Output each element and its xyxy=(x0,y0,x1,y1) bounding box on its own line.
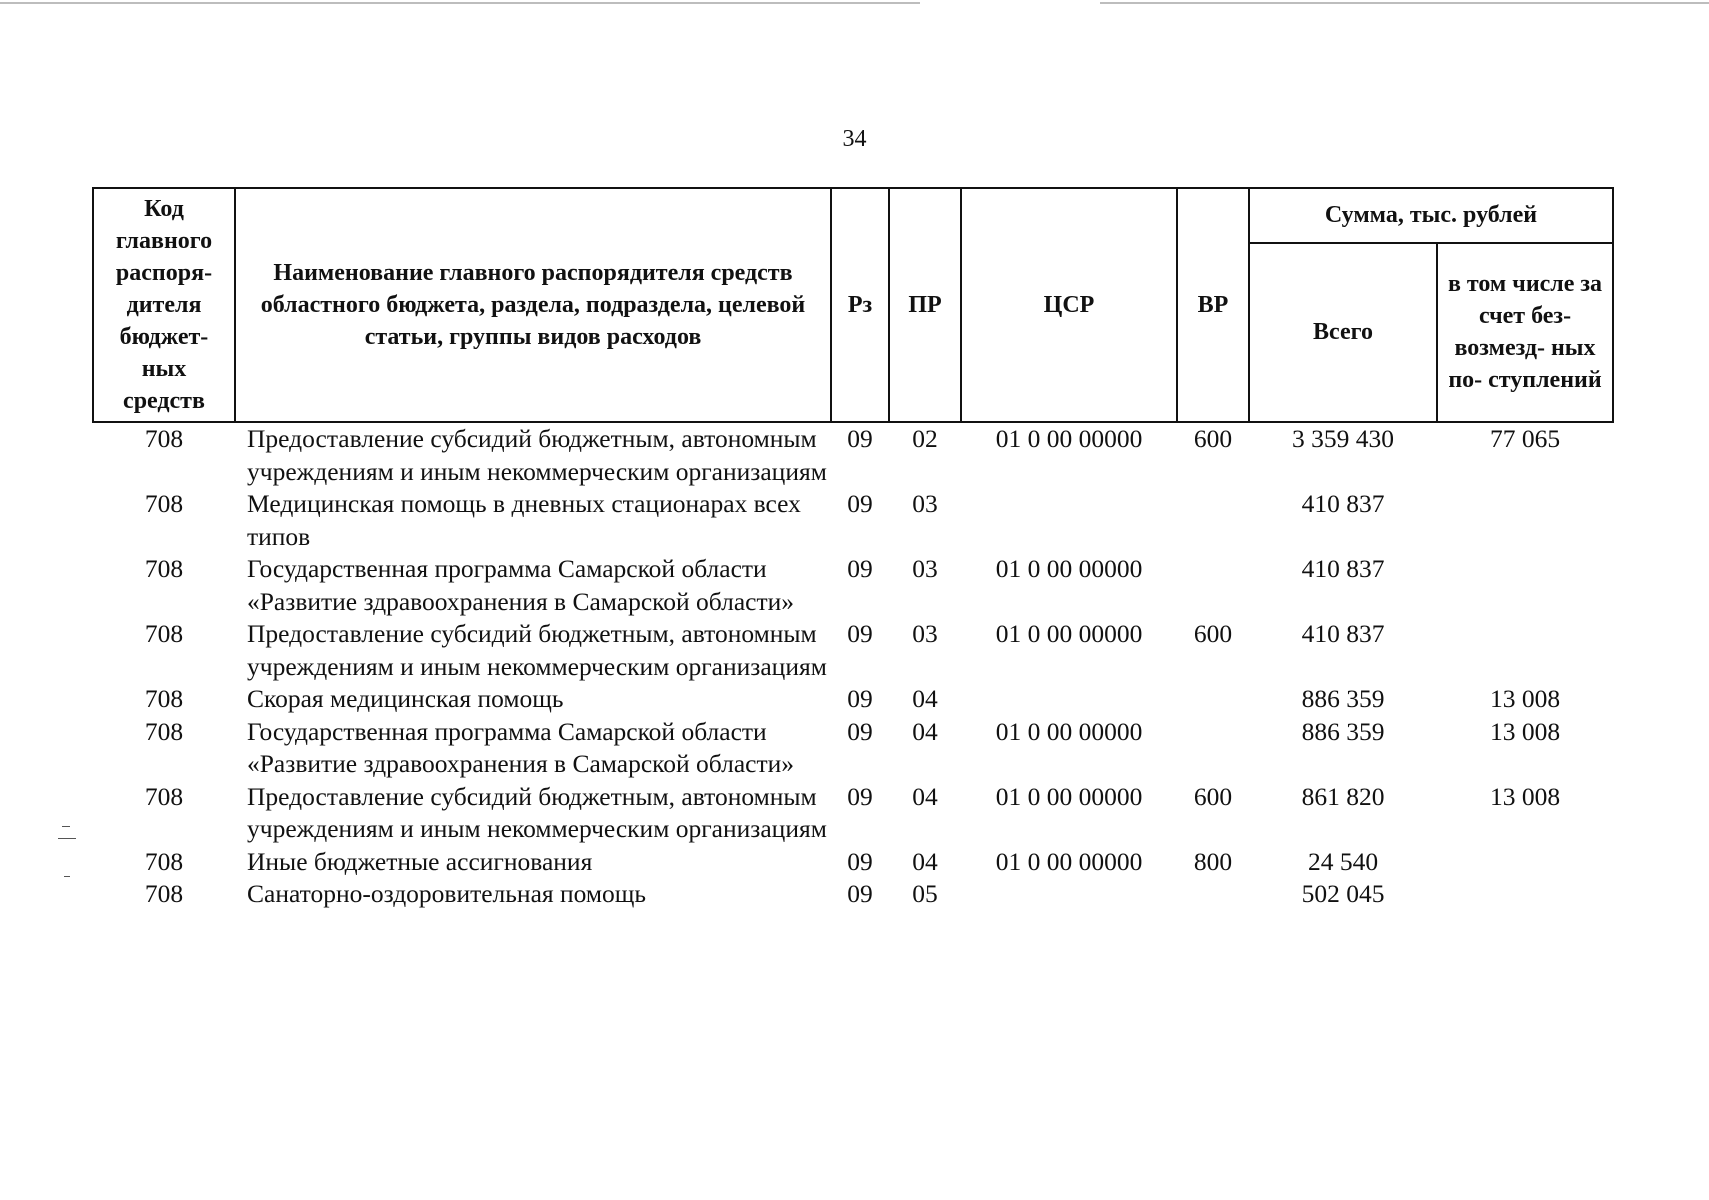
cell-csr xyxy=(961,878,1177,911)
table-row xyxy=(93,846,1613,879)
header-vr: ВР xyxy=(1177,188,1249,422)
header-code: Код главного распоря- дителя бюджет- ных средств xyxy=(93,188,235,422)
cell-csr: 01 0 00 00000 xyxy=(995,716,1143,746)
cell-csr: 01 0 00 00000 xyxy=(995,619,1143,648)
scan-speck xyxy=(64,876,70,877)
table-row xyxy=(93,781,1613,846)
table-row xyxy=(93,618,1613,683)
cell-total: 24 540 xyxy=(1307,846,1379,876)
cell-code: 708 xyxy=(144,619,184,648)
cell-rz: 09 xyxy=(847,879,873,908)
cell-vr: 800 xyxy=(1193,846,1233,876)
cell-vr: 600 xyxy=(1193,424,1233,453)
cell-vr: 600 xyxy=(1193,781,1233,811)
cell-vr: 600 xyxy=(1193,619,1233,648)
cell-pr: 05 xyxy=(912,879,938,908)
cell-rz: 09 xyxy=(847,554,873,583)
cell-grant: 13 008 xyxy=(1489,684,1561,713)
cell-pr: 03 xyxy=(912,554,938,583)
cell-grant: 13 008 xyxy=(1489,781,1561,811)
cell-rz: 09 xyxy=(847,424,873,453)
cell-total: 886 359 xyxy=(1301,716,1385,746)
cell-grant xyxy=(1437,618,1613,683)
cell-pr: 04 xyxy=(912,716,938,746)
table-row xyxy=(93,553,1613,618)
cell-total: 886 359 xyxy=(1301,684,1385,713)
header-grant: в том числе за счет без- возмезд- ных по- ступлений xyxy=(1437,243,1613,422)
cell-grant: 13 008 xyxy=(1489,716,1561,746)
cell-grant: 77 065 xyxy=(1489,424,1561,453)
table-row xyxy=(93,488,1613,553)
cell-code: 708 xyxy=(144,554,184,583)
cell-name: Государственная программа Самарской области «Развитие здравоохранения в Самарской области» xyxy=(247,716,795,778)
cell-vr xyxy=(1177,488,1249,553)
table-row xyxy=(93,878,1613,911)
cell-name: Государственная программа Самарской области «Развитие здравоохранения в Самарской области» xyxy=(247,554,795,616)
cell-csr: 01 0 00 00000 xyxy=(995,554,1143,583)
cell-rz: 09 xyxy=(847,716,873,746)
scan-speck xyxy=(58,838,76,839)
cell-name: Предоставление субсидий бюджетным, автономным учреждениям и иным некоммерческим организациям xyxy=(247,619,827,681)
table-body xyxy=(93,422,1613,911)
cell-vr xyxy=(1177,553,1249,618)
cell-csr: 01 0 00 00000 xyxy=(995,781,1143,811)
cell-vr xyxy=(1177,716,1249,781)
cell-grant xyxy=(1437,846,1613,879)
table-row xyxy=(93,683,1613,716)
cell-total: 3 359 430 xyxy=(1292,424,1394,453)
cell-vr xyxy=(1177,683,1249,716)
cell-total: 410 837 xyxy=(1301,554,1385,583)
cell-name: Санаторно-оздоровительная помощь xyxy=(247,879,647,908)
header-total: Всего xyxy=(1249,243,1437,422)
cell-csr: 01 0 00 00000 xyxy=(995,424,1143,453)
cell-total: 502 045 xyxy=(1301,879,1385,908)
header-name: Наименование главного распорядителя средств областного бюджета, раздела, подраздела, целевой статьи, группы видов расходов xyxy=(235,188,831,422)
cell-pr: 03 xyxy=(912,619,938,648)
cell-rz: 09 xyxy=(847,846,873,876)
cell-rz: 09 xyxy=(847,619,873,648)
scan-edge-line xyxy=(1100,2,1709,4)
cell-pr: 02 xyxy=(912,424,938,453)
header-pr: ПР xyxy=(889,188,961,422)
table-row xyxy=(93,716,1613,781)
cell-total: 861 820 xyxy=(1301,781,1385,811)
cell-name: Предоставление субсидий бюджетным, автономным учреждениям и иным некоммерческим организациям xyxy=(247,781,827,843)
cell-code: 708 xyxy=(144,716,184,746)
cell-pr: 03 xyxy=(912,489,938,518)
cell-code: 708 xyxy=(144,684,184,713)
cell-vr xyxy=(1177,878,1249,911)
cell-rz: 09 xyxy=(847,684,873,713)
cell-pr: 04 xyxy=(912,684,938,713)
cell-pr: 04 xyxy=(912,846,938,876)
page-number: 34 xyxy=(842,126,867,152)
cell-grant xyxy=(1437,878,1613,911)
cell-rz: 09 xyxy=(847,489,873,518)
cell-name: Скорая медицинская помощь xyxy=(247,684,564,713)
cell-csr xyxy=(961,488,1177,553)
cell-csr: 01 0 00 00000 xyxy=(995,846,1143,876)
header-csr: ЦСР xyxy=(961,188,1177,422)
table-row xyxy=(93,422,1613,488)
cell-total: 410 837 xyxy=(1301,489,1385,518)
cell-csr xyxy=(961,683,1177,716)
cell-grant xyxy=(1437,488,1613,553)
cell-rz: 09 xyxy=(847,781,873,811)
header-rz: Рз xyxy=(831,188,889,422)
budget-table xyxy=(92,187,1614,911)
cell-name: Медицинская помощь в дневных стационарах всех типов xyxy=(247,489,801,551)
cell-code: 708 xyxy=(144,879,184,908)
cell-name: Предоставление субсидий бюджетным, автономным учреждениям и иным некоммерческим организациям xyxy=(247,424,827,486)
cell-code: 708 xyxy=(144,781,184,811)
cell-pr: 04 xyxy=(912,781,938,811)
cell-name: Иные бюджетные ассигнования xyxy=(247,846,593,876)
cell-total: 410 837 xyxy=(1301,619,1385,648)
cell-code: 708 xyxy=(144,846,184,876)
cell-grant xyxy=(1437,553,1613,618)
cell-code: 708 xyxy=(144,489,184,518)
scan-edge-line xyxy=(0,2,920,4)
scan-speck xyxy=(62,826,70,827)
header-sum-group: Сумма, тыс. рублей xyxy=(1249,188,1613,243)
cell-code: 708 xyxy=(144,424,184,453)
